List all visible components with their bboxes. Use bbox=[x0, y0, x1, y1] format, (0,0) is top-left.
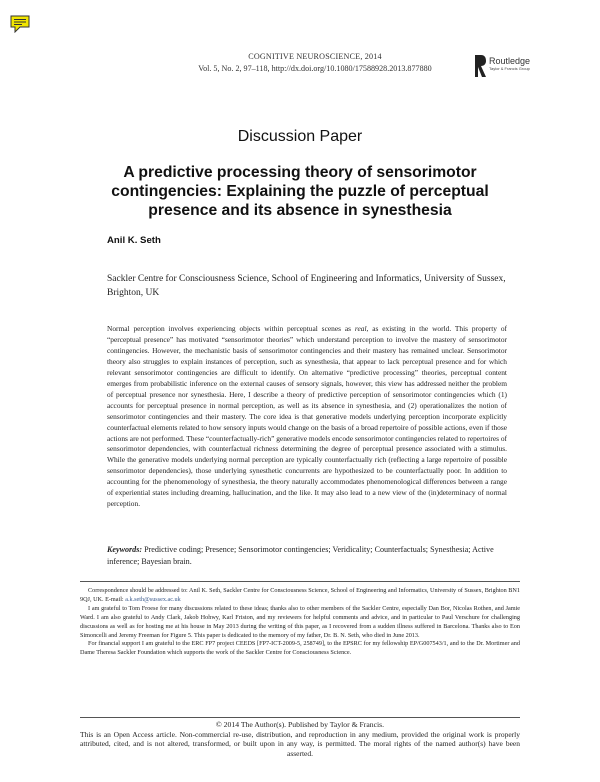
routledge-logo-icon bbox=[473, 54, 487, 78]
publisher-name: Routledge bbox=[489, 56, 531, 66]
copyright: © 2014 The Author(s). Published by Taylor & Francis. bbox=[215, 720, 385, 729]
acknowledgements-note: I am grateful to Tom Froese for many discussions related to these ideas; thanks also to other members of the Sackler Centre, especially Dan Bor, Nicolas Rothen, and Jamie Ward. I am also grateful to Andy Clark, Jakob Hohwy, Karl Friston, and my reviewers for helpful comments and advice, and in particular to Paul Verschure for challenging discussions as well as for hosting me at his house in May 2013 during the writing of this paper, as I recovered from a sudden illness suffered in Barcelona. Thanks also to Eon Simoncelli and Jeremy Freeman for Figure 5. This paper is dedicated to the memory of my father, Dr. B. N. Seth, who died in June 2013. bbox=[80, 604, 520, 639]
keywords-label: Keywords: bbox=[107, 545, 143, 554]
keywords bbox=[107, 544, 517, 567]
publisher-sub: Taylor & Francis Group bbox=[489, 66, 530, 71]
license-text: This is an Open Access article. Non-commercial re-use, distribution, and reproduction in any medium, provided the original work is properly attributed, cited, and is not altered, transformed, or built upon in any way, is permitted. The moral rights of the named author(s) have been asserted. bbox=[80, 730, 520, 758]
footnotes bbox=[80, 587, 520, 658]
keywords-text: Predictive coding; Presence; Sensorimotor contingencies; Veridicality; Counterfactuals; Synesthesia; Active inference; Bayesian brain. bbox=[107, 545, 494, 566]
publisher-logo bbox=[473, 53, 543, 83]
correspondence-note bbox=[80, 587, 520, 605]
sticky-note-icon[interactable] bbox=[10, 15, 30, 33]
funding-note: For financial support I am grateful to the ERC FP7 project CEEDS [FP7-ICT-2009-5, 258749], to the EPSRC for my fellowship EP/G007543/1, and to the Dr. Mortimer and Dame Theresa Sackler Foundation which supports the work of the Sackler Centre for Consciousness Science. bbox=[80, 640, 520, 657]
author-name: Anil K. Seth bbox=[107, 235, 161, 246]
footnote-divider bbox=[80, 581, 520, 582]
paper-title: A predictive processing theory of sensorimotor contingencies: Explaining the puzzle of perceptual presence and its absence in synesthesia bbox=[111, 164, 489, 219]
abstract bbox=[107, 324, 507, 510]
abstract-text-1: Normal perception involves experiencing objects within perceptual scenes as bbox=[107, 324, 355, 333]
journal-info bbox=[170, 51, 460, 75]
running-header bbox=[0, 51, 600, 87]
section-heading: Discussion Paper bbox=[237, 128, 363, 145]
journal-name: COGNITIVE NEUROSCIENCE, 2014 bbox=[248, 52, 382, 61]
journal-citation: Vol. 5, No. 2, 97–118, http://dx.doi.org/10.1080/17588928.2013.877880 bbox=[198, 64, 432, 73]
email-link[interactable]: a.k.seth@sussex.ac.uk bbox=[125, 595, 181, 603]
copyright-divider bbox=[80, 717, 520, 718]
abstract-emphasis: real bbox=[354, 324, 367, 333]
correspondence-text: Correspondence should be addressed to: Anil K. Seth, Sackler Centre for Consciousness Science, School of Engineering and Informatics, University of Sussex, Brighton BN1 9QJ, UK. E-mail: bbox=[80, 587, 520, 603]
abstract-text-2: , as existing in the world. This property of “perceptual presence” has motivated “sensorimotor theories” which understand perception to involve the mastery of sensorimotor contingencies. However, the mechanistic basis of sensorimotor contingencies and their mastery has remained unclear. Sensorimotor theory also struggles to explain instances of perception, such as synesthesia, that appear to lack perceptual presence and for which relevant sensorimotor contingencies are difficult to identify. On alternative “predictive processing” theories, perceptual content emerges from probabilistic inference on the external causes of sensory signals, however, this view has addressed neither the problem of perceptual presence nor synesthesia. Here, I describe a theory of predictive perception of sensorimotor contingencies which (1) accounts for perceptual presence in normal perception, as well as its absence in synesthesia, and (2) operationalizes the notion of sensorimotor contingencies and their mastery. The core idea is that generative models underlying perception incorporate explicitly counterfactual elements related to how sensory inputs would change on the basis of a broad repertoire of possible actions, even if those actions are not performed. These “counterfactually-rich” generative models encode sensorimotor contingencies related to repertoires of sensorimotor dependencies, with counterfactual richness determining the degree of perceptual presence associated with a stimulus. While the generative models underlying normal perception are typically counterfactually rich (reflecting a large repertoire of possible sensorimotor dependencies), those underlying synesthetic concurrents are hypothesized to be counterfactually poor. In addition to accounting for the phenomenology of synesthesia, the theory naturally accommodates phenomenological differences between a range of experiential states including dreaming, hallucination, and the like. It may also lead to a new view of the (in)determinacy of normal perception. bbox=[107, 324, 507, 509]
author-affiliation: Sackler Centre for Consciousness Science, School of Engineering and Informatics, University of Sussex, Brighton, UK bbox=[107, 274, 506, 298]
